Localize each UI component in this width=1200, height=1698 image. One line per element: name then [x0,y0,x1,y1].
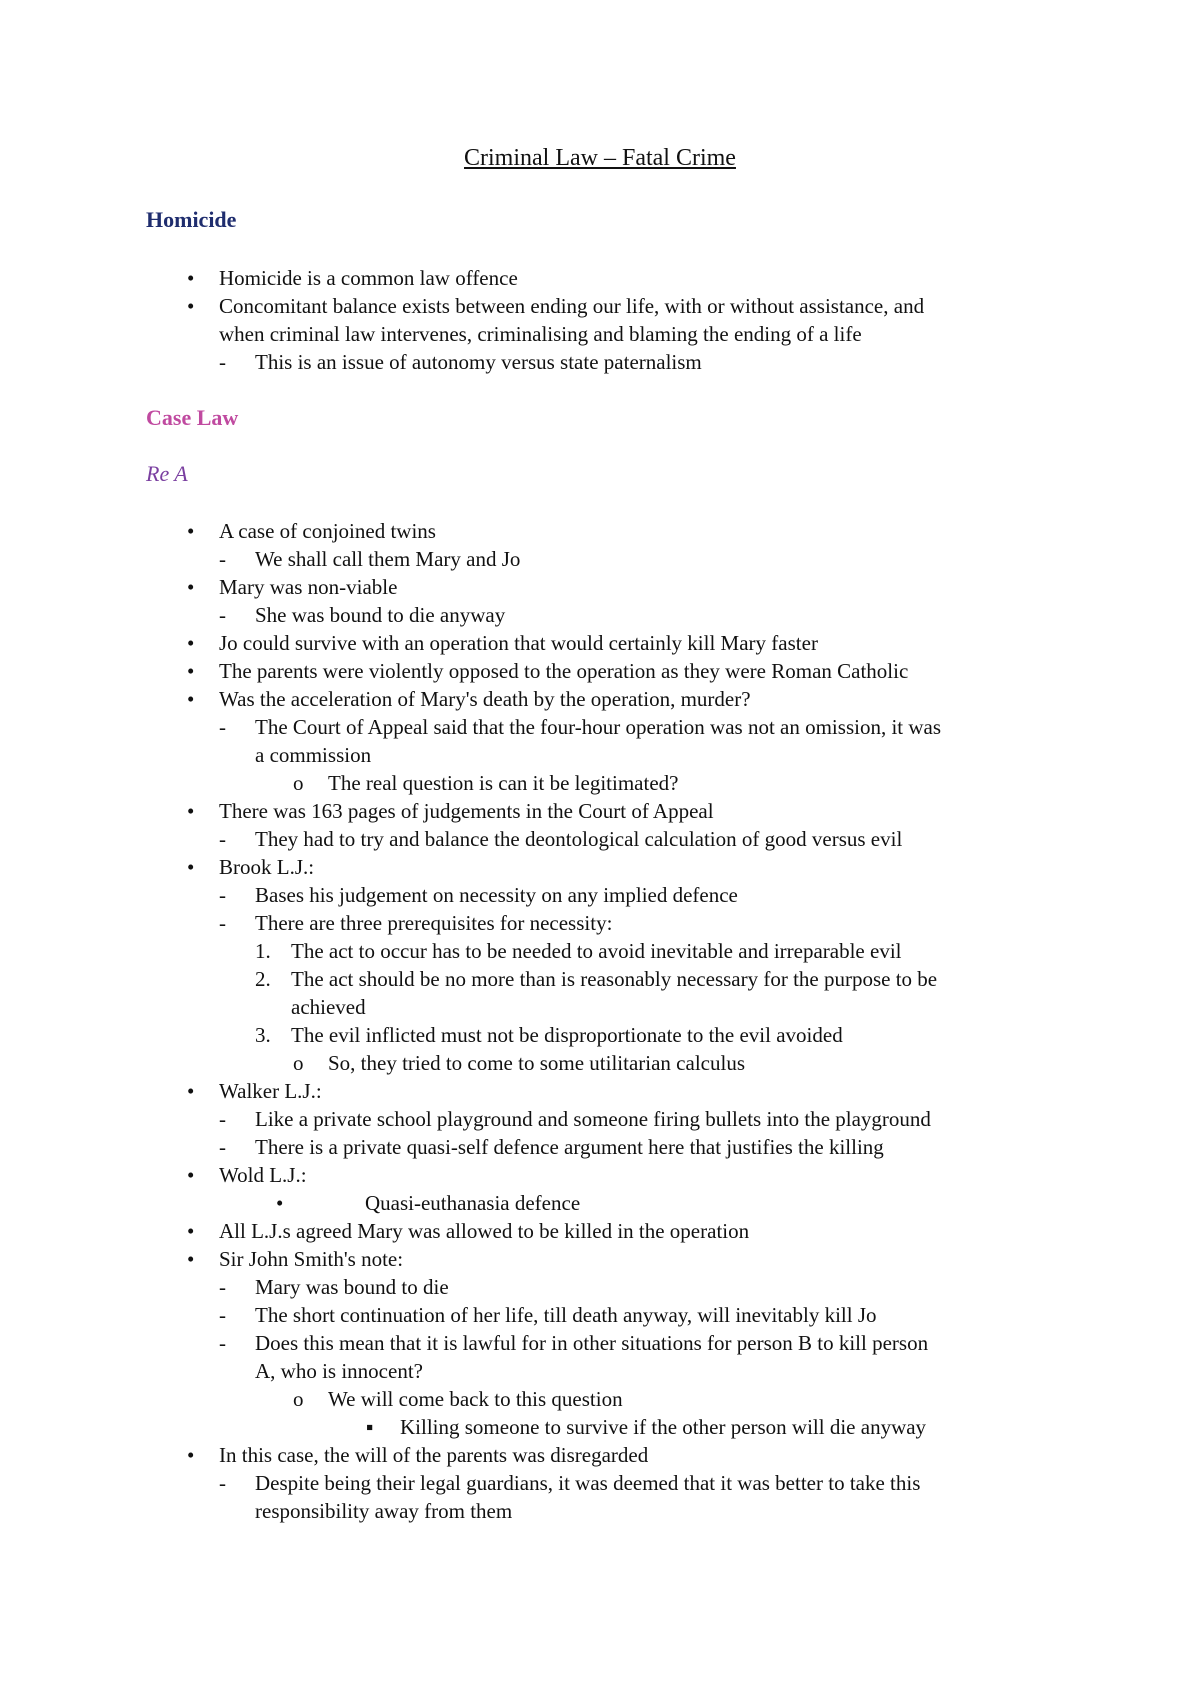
list-item: Quasi-euthanasia defence [365,1191,581,1215]
list-number: 1. [255,939,271,963]
list-item: Concomitant balance exists between ending our life, with or without assistance, and [219,294,925,318]
list-item: Wold L.J.: [219,1163,307,1187]
list-item: All L.J.s agreed Mary was allowed to be killed in the operation [219,1219,750,1243]
list-item: Sir John Smith's note: [219,1247,404,1271]
list-item: responsibility away from them [255,1499,513,1523]
list-item: In this case, the will of the parents was disregarded [219,1443,649,1467]
dash-marker: - [219,1275,226,1299]
list-item: Does this mean that it is lawful for in other situations for person B to kill person [255,1331,929,1355]
list-item: The parents were violently opposed to the operation as they were Roman Catholic [219,659,909,683]
bullet-marker: • [187,1079,195,1103]
list-number: 2. [255,967,271,991]
list-item: The real question is can it be legitimated? [328,771,679,795]
list-item: There are three prerequisites for necessity: [255,911,613,935]
square-bullet-marker: ▪ [366,1415,374,1439]
bullet-marker: • [187,1443,195,1467]
bullet-marker: • [187,294,195,318]
list-item: So, they tried to come to some utilitarian calculus [328,1051,745,1075]
list-item: The Court of Appeal said that the four-hour operation was not an omission, it was [255,715,942,739]
dash-marker: - [219,1471,226,1495]
list-item: The act should be no more than is reasonably necessary for the purpose to be [291,967,938,991]
bullet-marker: • [187,687,195,711]
list-item: Walker L.J.: [219,1079,322,1103]
list-item: Despite being their legal guardians, it was deemed that it was better to take this [255,1471,921,1495]
heading-case-law: Case Law [146,405,239,430]
list-item: The short continuation of her life, till death anyway, will inevitably kill Jo [255,1303,877,1327]
list-item: Bases his judgement on necessity on any implied defence [255,883,738,907]
list-item: This is an issue of autonomy versus state paternalism [255,350,702,374]
list-item: There was 163 pages of judgements in the Court of Appeal [219,799,714,823]
dash-marker: - [219,603,226,627]
hollow-bullet-marker: o [293,1051,304,1075]
dash-marker: - [219,1107,226,1131]
list-number: 3. [255,1023,271,1047]
heading-homicide: Homicide [146,207,237,232]
dash-marker: - [219,883,226,907]
list-item: Killing someone to survive if the other person will die anyway [400,1415,927,1439]
list-item: Homicide is a common law offence [219,266,518,290]
bullet-marker: • [187,575,195,599]
dash-marker: - [219,827,226,851]
page-title: Criminal Law – Fatal Crime [464,145,736,171]
list-item: We shall call them Mary and Jo [255,547,521,571]
dash-marker: - [219,911,226,935]
list-item: Brook L.J.: [219,855,315,879]
list-item: Like a private school playground and someone firing bullets into the playground [255,1107,931,1131]
list-item: We will come back to this question [328,1387,623,1411]
dash-marker: - [219,715,226,739]
hollow-bullet-marker: o [293,1387,304,1411]
list-item: Mary was non-viable [219,575,398,599]
list-item: There is a private quasi-self defence argument here that justifies the killing [255,1135,884,1159]
list-item: a commission [255,743,372,767]
bullet-marker: • [187,631,195,655]
list-item: A case of conjoined twins [219,519,436,543]
list-item: achieved [291,995,366,1019]
list-item: when criminal law intervenes, criminalising and blaming the ending of a life [219,322,862,346]
bullet-marker: • [187,1247,195,1271]
list-item: Was the acceleration of Mary's death by the operation, murder? [219,687,751,711]
list-item: The evil inflicted must not be disproportionate to the evil avoided [291,1023,843,1047]
bullet-marker: • [187,1163,195,1187]
dash-marker: - [219,1303,226,1327]
bullet-marker: • [187,266,195,290]
dash-marker: - [219,1331,226,1355]
dash-marker: - [219,1135,226,1159]
list-item: A, who is innocent? [255,1359,423,1383]
bullet-marker: • [187,855,195,879]
bullet-marker: • [187,659,195,683]
list-item: They had to try and balance the deontological calculation of good versus evil [255,827,903,851]
list-item: The act to occur has to be needed to avoid inevitable and irreparable evil [291,939,902,963]
bullet-marker: • [187,799,195,823]
bullet-marker: • [187,1219,195,1243]
heading-re-a: Re A [146,461,188,486]
list-item: She was bound to die anyway [255,603,506,627]
dash-marker: - [219,547,226,571]
hollow-bullet-marker: o [293,771,304,795]
list-item: Mary was bound to die [255,1275,449,1299]
dash-marker: - [219,350,226,374]
bullet-marker: • [187,519,195,543]
list-item: Jo could survive with an operation that would certainly kill Mary faster [219,631,818,655]
bullet-marker: • [276,1191,284,1215]
